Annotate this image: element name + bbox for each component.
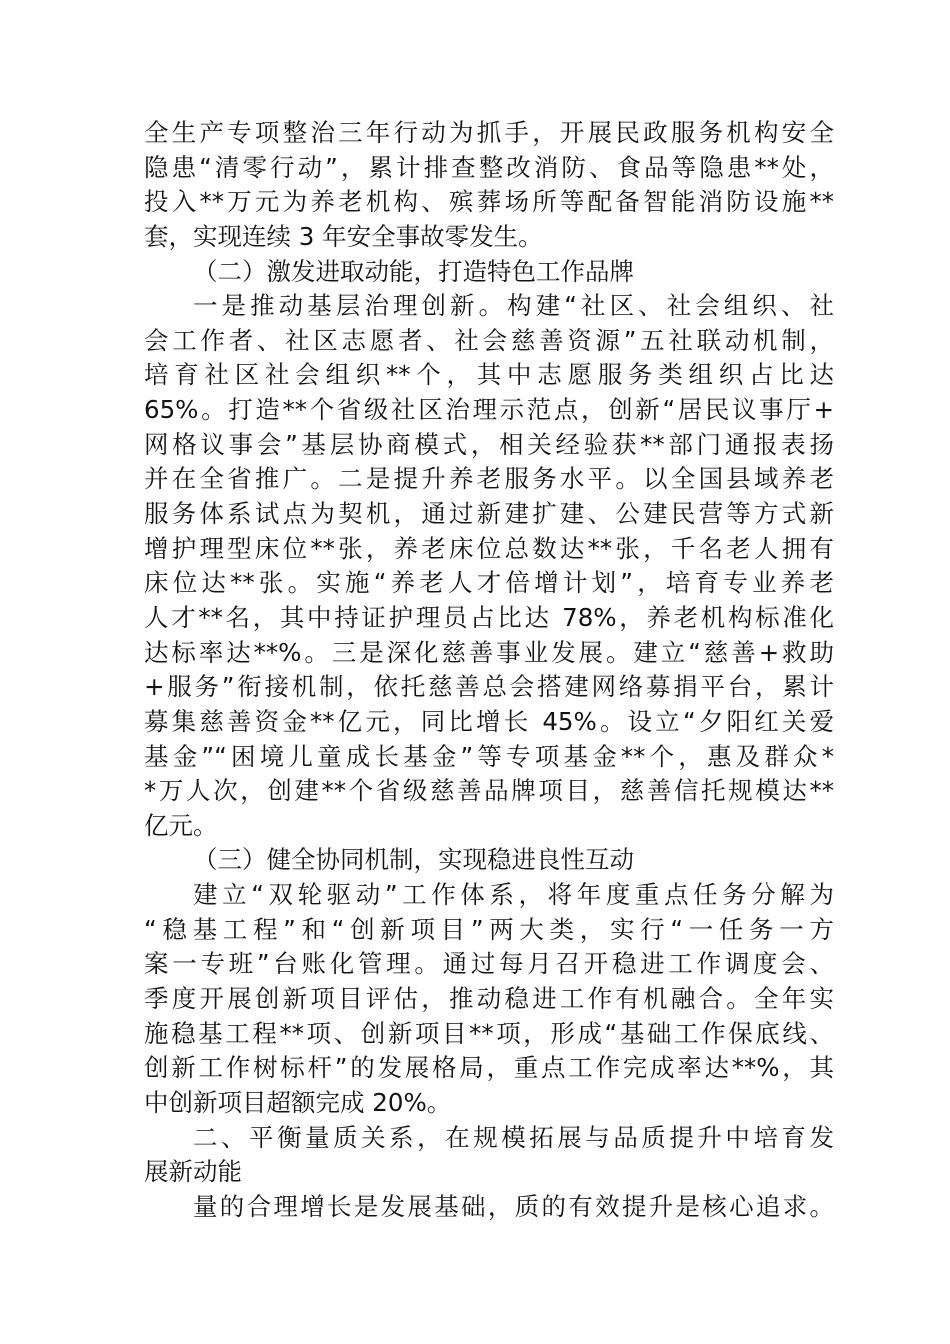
text-line: 服务体系试点为契机，通过新建扩建、公建民营等方式新 [144,499,834,529]
text-line: 创新工作树标杆”的发展格局，重点工作完成率达**%，其 [144,1053,834,1083]
text-line: 套，实现连续 3 年安全事故零发生。 [144,221,543,251]
text-line: 量的合理增长是发展基础，质的有效提升是核心追求。 [193,1191,834,1221]
text-line: 展新动能 [144,1157,242,1187]
text-line: 案一专班”台账化管理。通过每月召开稳进工作调度会、 [144,949,834,979]
text-line: 施稳基工程**项、创新项目**项，形成“基础工作保底线、 [144,1018,834,1048]
text-line: *万人次，创建**个省级慈善品牌项目，慈善信托规模达** [144,776,834,806]
text-line: 人才**名，其中持证护理员占比达 78%，养老机构标准化 [144,602,834,632]
text-line: 65%。打造**个省级社区治理示范点，创新“居民议事厅+ [144,395,834,425]
text-line: 隐患“清零行动”，累计排查整改消防、食品等隐患**处， [144,152,834,182]
text-line: 亿元。 [144,810,218,840]
text-line: 募集慈善资金**亿元，同比增长 45%。设立“夕阳红关爱 [144,706,834,736]
text-line: 并在全省推广。二是提升养老服务水平。以全国县域养老 [144,464,834,494]
text-line: 全生产专项整治三年行动为抓手，开展民政服务机构安全 [144,118,834,147]
text-line: 中创新项目超额完成 20%。 [144,1087,452,1117]
text-line: 一是推动基层治理创新。构建“社区、社会组织、社 [193,291,834,321]
text-line: 达标率达**%。三是深化慈善事业发展。建立“慈善+救助 [144,637,834,667]
text-line: “稳基工程”和“创新项目”两大类，实行“一任务一方 [144,914,834,944]
text-line: 投入**万元为养老机构、殡葬场所等配备智能消防设施** [144,187,834,217]
text-line: +服务”衔接机制，依托慈善总会搭建网络募捐平台，累计 [144,672,834,702]
text-line: 培育社区社会组织**个，其中志愿服务类组织占比达 [144,360,834,390]
text-line: 网格议事会”基层协商模式，相关经验获**部门通报表扬 [144,429,834,459]
text-line: 增护理型床位**张，养老床位总数达**张，千名老人拥有 [144,533,834,563]
text-line: 会工作者、社区志愿者、社会慈善资源”五社联动机制， [144,325,834,355]
text-line: 二、平衡量质关系，在规模拓展与品质提升中培育发 [193,1122,834,1152]
text-line: （三）健全协同机制，实现稳进良性互动 [193,845,634,875]
text-line: 床位达**张。实施“养老人才倍增计划”，培育专业养老 [144,568,834,598]
text-line: （二）激发进取动能，打造特色工作品牌 [193,256,634,286]
text-line: 建立“双轮驱动”工作体系，将年度重点任务分解为 [193,880,834,910]
text-line: 基金”“困境儿童成长基金”等专项基金**个，惠及群众* [144,741,834,771]
document-body [144,116,834,1225]
text-line: 季度开展创新项目评估，推动稳进工作有机融合。全年实 [144,984,834,1014]
